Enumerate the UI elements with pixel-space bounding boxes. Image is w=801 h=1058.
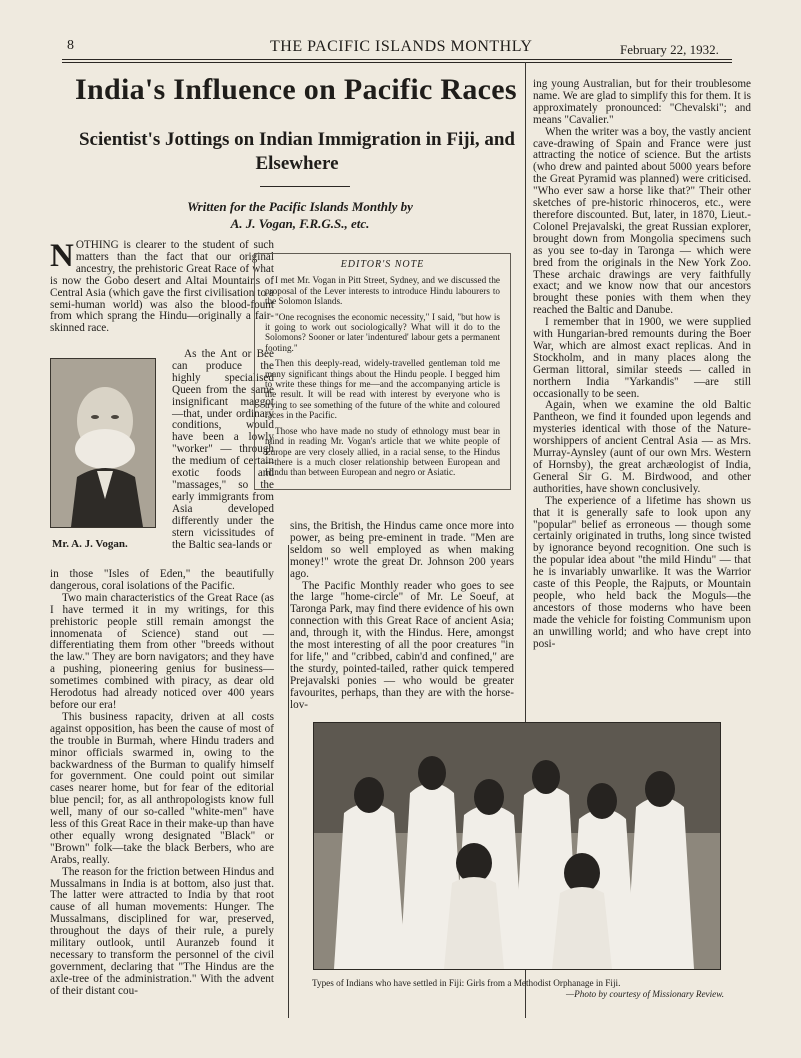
issue-date: February 22, 1932.: [620, 42, 719, 57]
portrait-illustration: [51, 359, 155, 527]
paragraph-baltic-pantheon: Again, when we examine the old Baltic Pantheon, we find it founded upon legends and mysteries identical with those of the Nature-worshippers of ancient Central Asia — as Mrs. Murray-Aynsley (aunt of our own Mrs. Western of Hornsby), the great archæologist of India, General Sir G. M. Birdwood, and other authorities, have shown conclusively.: [533, 399, 751, 495]
publication-title: THE PACIFIC ISLANDS MONTHLY: [270, 38, 533, 55]
article-byline: [100, 198, 500, 232]
article-headline: India's Influence on Pacific Races: [75, 73, 517, 106]
editors-note-paragraph: Those who have made no study of ethnology must bear in mind in reading Mr. Vogan's article that we white people of Europe are very closely allied, in a racial sense, to the Hindus—there is a much closer relationship between European and Hindu than between European and negro or Asiatic.: [265, 425, 500, 478]
paragraph-chevalski: ing young Australian, but for their troublesome name. We are glad to simplify this for them. It is approximately pronounced: "Chevalski"; and means "Cavalier.": [533, 78, 751, 126]
title-separator: [260, 186, 350, 187]
byline-line-1: Written for the Pacific Islands Monthly by: [187, 199, 413, 214]
paragraph-taronga-park: The Pacific Monthly reader who goes to see the large "home-circle" of Mr. Le Soeuf, at Taronga Park, may find there evidence of his own connection with this Great Race of ancient Asia; and, through it, with the Hindus. Here, amongst the most interesting of all the poor creatures "in for life," and "cribbed, cabin'd and confined," are the sturdy, pointed-tailed, rather quick tempered Prejavalski ponies — who would be greater favourites, perhaps, than they are with the horse-lov-: [290, 579, 514, 711]
paragraph-isles-of-eden: in those "Isles of Eden," the beautifully dangerous, coral isolations of the Pacific.: [50, 568, 274, 592]
intro-paragraph: OTHING is clearer to the student of such matters than the fact that our original ancestry, the prehistoric Great Race of what is now the Gobo desert and Altai Mountains of Central Asia (which gave the first civilisation to a semi-human world) was also the blood-fount from which sprang the Hindu—originally a fair-skinned race.: [50, 239, 274, 335]
orphanage-photo: [313, 722, 721, 970]
paragraph-cave-drawings: When the writer was a boy, the vastly ancient cave-drawing of Spain and France were just attracting the notice of science. But the artists (who drew and painted about 5000 years before the Great Pyramid was planned) were criticised. "Who ever saw a horse like that?" Their other sketches of pre-historic rhinoceros, etc., were therefore discounted. But, later, in 1870, Lieut.-Colonel Prejavalski, the great Russian explorer, brought down from Mongolia specimens such as you see to-day in Taronga — which were bred from the originals in the New York Zoo. These archaic drawings are very faithfully exact; and we know now that our ancestors brought these ponies with them when they reached the Baltic and Danube.: [533, 125, 751, 317]
editors-note-title: EDITOR'S NOTE: [340, 259, 425, 270]
column-1-intro: [50, 240, 274, 335]
header-rule: [62, 59, 732, 60]
paragraph-business-rapacity: This business rapacity, driven at all costs against opposition, has been the cause of most of the trouble in Burmah, where Hindu traders and minor officials swarmed in, owing to the backwardness of the Burman to qualify himself for government. One could point out similar cases nearer home, but for fear of the editorial blue pencil; for, as all anthropologists know full well, many of our so-called "white-men" have less of this Great Race in their make-up than have other equally wrong designated "Black" or "Brown" folk—take the black Berbers, who are Arabs, really.: [50, 710, 274, 866]
header-rule-double: [62, 62, 732, 63]
photo-caption: Types of Indians who have settled in Fiji: Girls from a Methodist Orphanage in Fiji.: [312, 978, 621, 988]
column-divider-left: [288, 545, 289, 1018]
drop-cap: N: [50, 238, 74, 274]
page-number: 8: [67, 38, 74, 53]
photo-caption-block: [312, 978, 724, 1000]
paragraph-hindus-mussalmans: The reason for the friction between Hindus and Mussalmans in India is at bottom, also just that. The latter were attracted to India by that root cause of all human movements: Hunger. The Mussalmans, disciplined for war, preserved, throughout the days of their rule, a purely military outlook, until Auranzeb found it necessary to transform the personnel of the civil government, declaring that "The Hindus are the axle-tree of the administration." With the advent of their distant cou-: [50, 865, 274, 997]
paragraph-characteristics: Two main characteristics of the Great Race (as I have termed it in my writings, for this prehistoric people still remain amongst the innomenata of Science) stand out — differentiating them from other "breeds without the law." They are born navigators; and they have a pushing, pioneering genius for business—sometimes combined with piracy, as dear old Herodotus had already noticed over 400 years before our era!: [50, 591, 274, 711]
paragraph-boer-war: I remember that in 1900, we were supplied with Hungarian-bred remounts during the Boer War, which are almost exact replicas. And in Stockholm, and in many places along the German littoral, similar steeds — called in northern India "Yarkandis" —are still occasionally to be seen.: [533, 316, 751, 400]
editors-note-paragraph: I met Mr. Vogan in Pitt Street, Sydney, and we discussed the proposal of the Lever interests to introduce Hindu labourers to the Solomon Islands.: [265, 275, 500, 307]
article-subheadline: Scientist's Jottings on Indian Immigration in Fiji, and Elsewhere: [78, 129, 516, 174]
editors-note-box: [254, 253, 511, 490]
portrait-caption: Mr. A. J. Vogan.: [52, 538, 128, 550]
paragraph-mild-hindu: The experience of a lifetime has shown us that it is generally safe to look upon any "popular" belief as erroneous — though some certainly originated in truths, long since twisted by ignorance beyond recognition. One such is the popular idea about "the mild Hindu" — that he is invariably unwarlike. It was the Warrior caste of this People, the Rajputs, or Mountain people, who held back the Moguls—the ancestors of those moderns who have been made the vehicle for foisting Communism upon an unwilling world; and who have crept into posi-: [533, 494, 751, 650]
author-portrait: [50, 358, 156, 528]
byline-line-2: A. J. Vogan, F.R.G.S., etc.: [230, 216, 370, 231]
paragraph-ant-bee: As the Ant or Bee can produce the highly specialised Queen from the same insignificant maggot—that, under ordinary conditions, would have been a lowly "worker" — through the medium of certain exotic foods and "massages," so the early immigrants from Asia developed differently under the stern vicissitudes of the Baltic sea-lands or: [172, 348, 274, 551]
group-photo-illustration: [314, 723, 720, 969]
column-1-body: [50, 569, 274, 998]
editors-note-paragraph: Then this deeply-read, widely-travelled gentleman told me many significant things about the Hindu people. I begged him to write these things for me—and the accompanying article is the result. It will be read with interest by everyone who is trying to see something of the future of the white and coloured races in the Pacific.: [265, 358, 500, 421]
column-2-body: [290, 521, 514, 712]
paragraph-british: sins, the British, the Hindus came once more into power, as being pre-eminent in trade. "Men are seldom so well employed as when making money!" wrote the great Dr. Johnson 200 years ago.: [290, 520, 514, 580]
photo-credit: —Photo by courtesy of Missionary Review.: [565, 989, 724, 999]
editors-note-paragraph: "One recognises the economic necessity," I said, "but how is it going to work out sociologically? What will it do to the Solomons? Sooner or later 'indentured' labour gets a permanent footing.": [265, 311, 500, 353]
column-3-body: [533, 79, 751, 651]
